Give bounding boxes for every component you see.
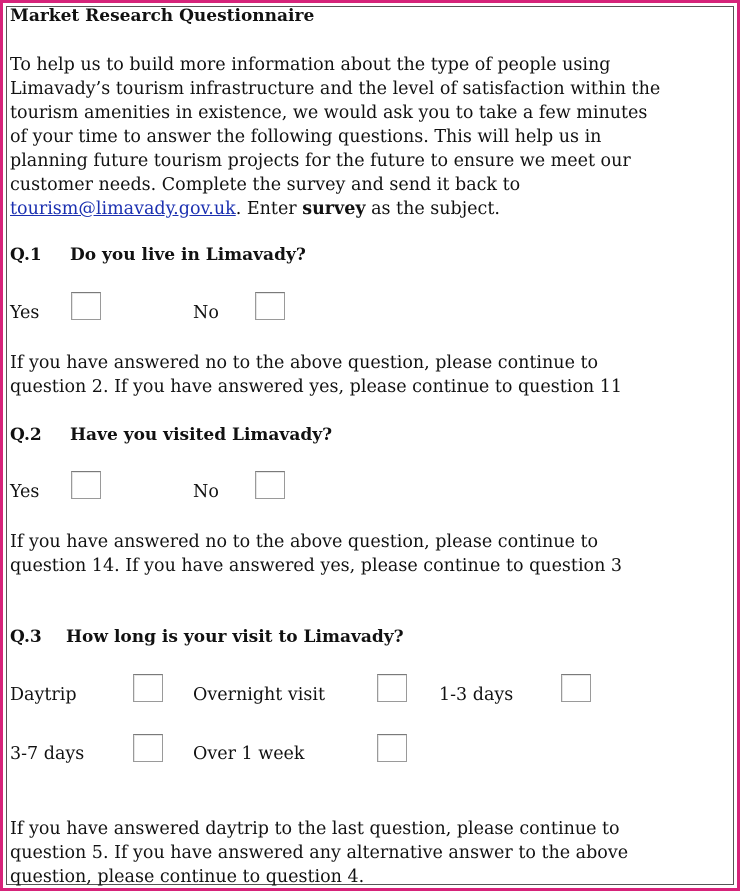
- question-3-heading: [10, 627, 404, 647]
- q3-1-3-days-checkbox[interactable]: [561, 674, 591, 702]
- email-link[interactable]: tourism@limavady.gov.uk: [10, 199, 236, 219]
- question-3-number: Q.3: [10, 627, 42, 647]
- intro-line: planning future tourism projects for the future to ensure we meet our: [10, 151, 631, 171]
- q1-yes-checkbox[interactable]: [71, 292, 101, 320]
- q3-3-7-days-checkbox[interactable]: [133, 734, 163, 762]
- intro-line: Limavady’s tourism infrastructure and the level of satisfaction within the: [10, 79, 661, 99]
- page-title: Market Research Questionnaire: [10, 6, 315, 26]
- intro-line: of your time to answer the following questions. This will help us in: [10, 127, 602, 147]
- q3-option-daytrip-label: Daytrip: [10, 685, 77, 705]
- question-3-text: How long is your visit to Limavady?: [66, 627, 404, 647]
- intro-line: tourism amenities in existence, we would ask you to take a few minutes: [10, 103, 648, 123]
- q2-option-no-label: No: [193, 482, 219, 502]
- q3-daytrip-checkbox[interactable]: [133, 674, 163, 702]
- q3-note-line: question 5. If you have answered any alternative answer to the above: [10, 843, 629, 863]
- q3-note-line: If you have answered daytrip to the last question, please continue to: [10, 819, 620, 839]
- q1-note: [10, 351, 622, 399]
- question-1-text: Do you live in Limavady?: [70, 245, 306, 265]
- intro-email-line: [10, 197, 740, 221]
- subject-word: survey: [302, 199, 366, 219]
- q1-note-line: question 2. If you have answered yes, please continue to question 11: [10, 377, 623, 397]
- q3-option-overnight-label: Overnight visit: [193, 685, 325, 705]
- q3-note: [10, 817, 628, 889]
- question-2-text: Have you visited Limavady?: [70, 425, 333, 445]
- q2-option-yes-label: Yes: [10, 482, 40, 502]
- q3-option-over-1-week-label: Over 1 week: [193, 744, 305, 764]
- question-2-heading: [10, 425, 332, 445]
- q2-note: [10, 530, 622, 578]
- question-1-heading: [10, 245, 306, 265]
- intro-after-email: . Enter: [235, 199, 303, 219]
- intro-line: customer needs. Complete the survey and send it back to: [10, 175, 521, 195]
- intro-paragraph: [10, 53, 740, 221]
- q1-option-yes-label: Yes: [10, 303, 40, 323]
- q3-option-3-7-days-label: 3-7 days: [10, 744, 85, 764]
- intro-line: To help us to build more information about the type of people using: [10, 55, 611, 75]
- q2-note-line: question 14. If you have answered yes, please continue to question 3: [10, 556, 623, 576]
- q1-option-no-label: No: [193, 303, 219, 323]
- q2-yes-checkbox[interactable]: [71, 471, 101, 499]
- intro-after-subject: as the subject.: [365, 199, 500, 219]
- q2-no-checkbox[interactable]: [255, 471, 285, 499]
- question-1-number: Q.1: [10, 245, 42, 265]
- q1-no-checkbox[interactable]: [255, 292, 285, 320]
- q2-note-line: If you have answered no to the above question, please continue to: [10, 532, 599, 552]
- q3-note-line: question, please continue to question 4.: [10, 867, 365, 887]
- q3-overnight-checkbox[interactable]: [377, 674, 407, 702]
- question-2-number: Q.2: [10, 425, 42, 445]
- q1-note-line: If you have answered no to the above question, please continue to: [10, 353, 599, 373]
- q3-option-1-3-days-label: 1-3 days: [439, 685, 514, 705]
- q3-over-1-week-checkbox[interactable]: [377, 734, 407, 762]
